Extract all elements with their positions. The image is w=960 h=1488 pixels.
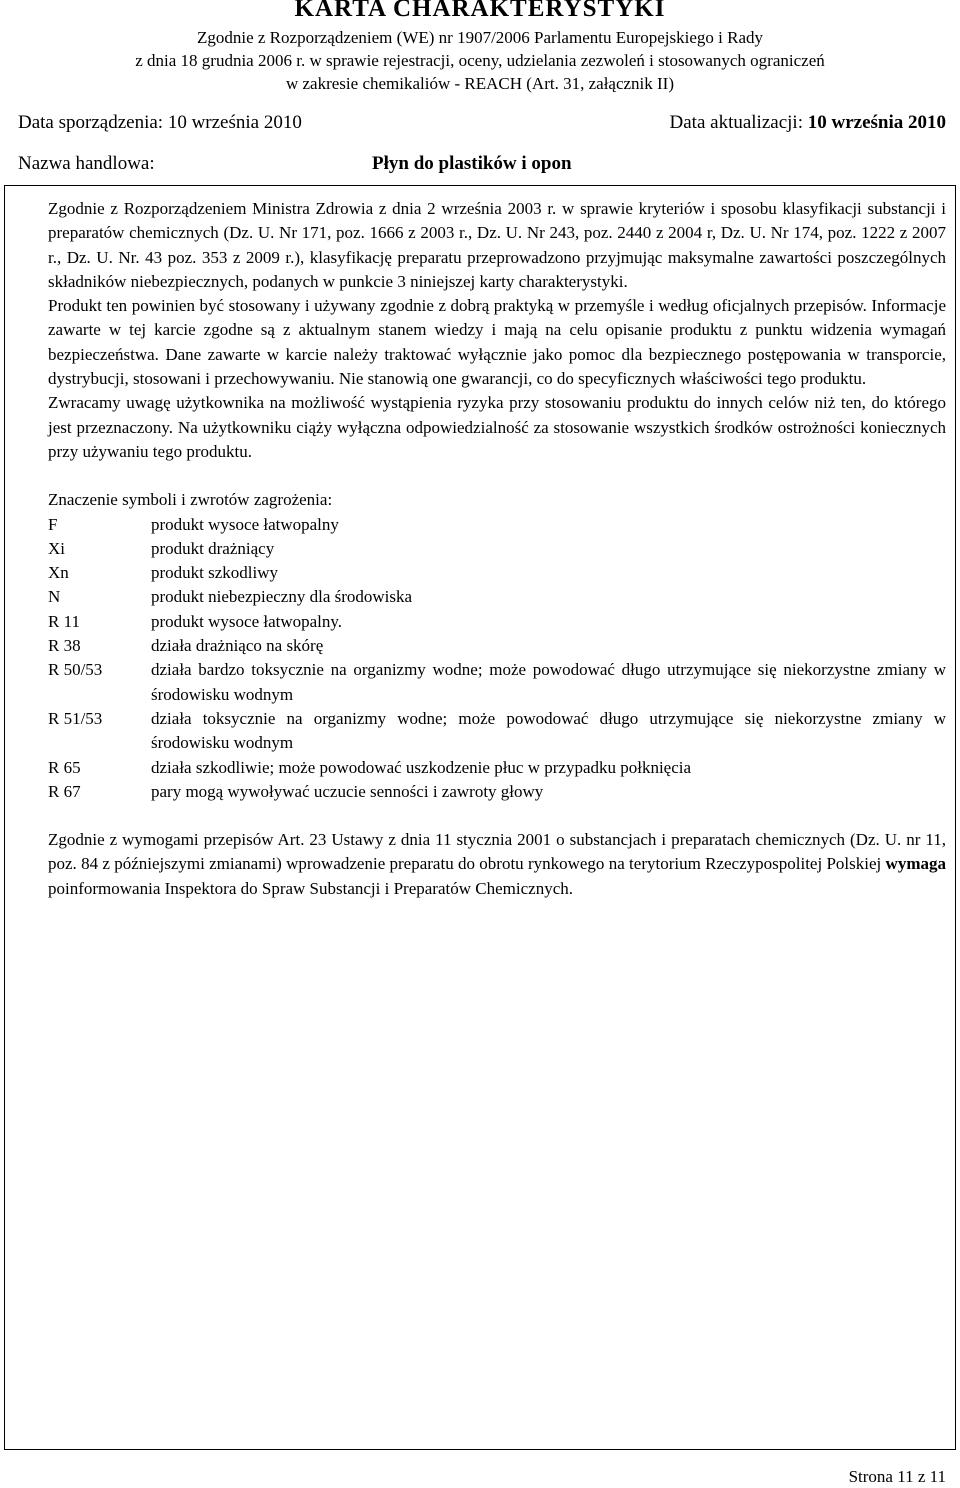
update-date-value: 10 września 2010: [807, 112, 946, 133]
classification-paragraph: Zgodnie z Rozporządzeniem Ministra Zdrowia z dnia 2 września 2003 r. w sprawie kryteriów i sposobu klasyfikacji substancji i preparatów chemicznych (Dz. U. Nr 171, poz. 1666 z 2003 r., Dz. U. Nr 243, poz. 2440 z 2004 r, Dz. U. Nr 174, poz. 1222 z 2007 r., Dz. U. Nr. 43 poz. 353 z 2009 r.), klasyfikację preparatu przeprowadzono przyjmując maksymalne zawartości poszczególnych składników niebezpiecznych, podanych w punkcie 3 niniejszej karty charakterystyki.: [48, 199, 946, 291]
symbol-row: [48, 707, 946, 756]
page-number: Strona 11 z 11: [848, 1467, 946, 1486]
symbol-description: produkt wysoce łatwopalny: [151, 514, 339, 534]
symbol-description: działa toksycznie na organizmy wodne; może powodować długo utrzymujące się niekorzystne zmiany w środowisku wodnym: [151, 708, 946, 753]
symbol-row: [48, 756, 946, 780]
symbol-description: pary mogą wywoływać uczucie senności i zawroty głowy: [151, 781, 544, 801]
symbol-code: R 51/53: [48, 708, 103, 728]
symbol-row: [48, 780, 946, 804]
symbol-description: działa szkodliwie; może powodować uszkodzenie płuc w przypadku połknięcia: [151, 757, 692, 777]
hazard-symbols-table: [48, 513, 946, 805]
symbol-row: [48, 658, 946, 707]
preparation-date: [18, 111, 302, 135]
symbol-code: R 38: [48, 636, 81, 656]
legal-text-start: Zgodnie z wymogami przepisów Art. 23 Ustawy z dnia 11 stycznia 2001 o substancjach i preparatach chemicznych (Dz. U. nr 11, poz. 84 z późniejszymi zmianami) wprowadzenie preparatu do obrotu rynkowego na terytorium Rzeczypospolitej Polskiej: [48, 830, 946, 874]
symbol-row: [48, 634, 946, 658]
spacer: [48, 804, 946, 828]
symbol-code: Xn: [48, 563, 69, 583]
trade-name-label: Nazwa handlowa:: [18, 153, 155, 174]
warning-paragraph: Zwracamy uwagę użytkownika na możliwość wystąpienia ryzyka przy stosowaniu produktu do innych celów niż ten, do którego jest przeznaczony. Na użytkowniku ciąży wyłączna odpowiedzialność za stosowanie wszystkich środków ostrożności koniecznych przy używaniu tego produktu.: [48, 393, 946, 461]
symbol-code: R 65: [48, 757, 81, 777]
symbol-row: [48, 513, 946, 537]
header-regulation-date-line: z dnia 18 grudnia 2006 r. w sprawie rejestracji, oceny, udzielania zezwoleń i stosowanych ograniczeń: [135, 51, 825, 70]
preparation-date-label: Data sporządzenia:: [18, 112, 164, 133]
legal-text-emphasis: wymaga: [885, 854, 946, 874]
symbol-description: produkt wysoce łatwopalny.: [151, 611, 343, 631]
header-regulation-line: Zgodnie z Rozporządzeniem (WE) nr 1907/2006 Parlamentu Europejskiego i Rady: [196, 28, 764, 47]
spacer: [48, 464, 946, 488]
legal-text-end: poinformowania Inspektora do Spraw Substancji i Preparatów Chemicznych.: [48, 878, 573, 898]
usage-paragraph: Produkt ten powinien być stosowany i używany zgodnie z dobrą praktyką w przemyśle i według oficjalnych przepisów. Informacje zawarte w tej karcie zgodne są z aktualnym stanem wiedzy i mają na celu opisanie produktu z punktu widzenia wymagań bezpieczeństwa. Dane zawarte w karcie należy traktować wyłącznie jako pomoc dla bezpiecznego postępowania w transporcie, dystrybucji, stosowani i przechowywaniu. Nie stanowią one gwarancji, co do specyficznych właściwości tego produktu.: [48, 296, 946, 389]
symbol-row: [48, 610, 946, 634]
symbol-description: produkt szkodliwy: [151, 563, 279, 583]
symbol-row: [48, 561, 946, 585]
update-date-label: Data aktualizacji:: [669, 112, 803, 133]
symbol-code: R 50/53: [48, 660, 103, 680]
header-reach-line: w zakresie chemikaliów - REACH (Art. 31, załącznik II): [285, 74, 675, 93]
document-title: KARTA CHARAKTERYSTYKI: [294, 0, 666, 22]
symbol-description: produkt niebezpieczny dla środowiska: [151, 587, 413, 607]
trade-name-value: Płyn do plastików i opon: [372, 153, 572, 174]
symbol-row: [48, 585, 946, 609]
symbol-description: działa bardzo toksycznie na organizmy wodne; może powodować długo utrzymujące się niekorzystne zmiany w środowisku wodnym: [151, 660, 946, 704]
update-date: [670, 111, 946, 135]
legal-requirement-paragraph: [48, 828, 946, 901]
symbol-row: [48, 537, 946, 561]
document-body: [48, 197, 946, 901]
symbols-heading: Znaczenie symboli i zwrotów zagrożenia:: [48, 490, 333, 510]
symbol-code: R 67: [48, 781, 81, 801]
symbol-description: działa drażniąco na skórę: [151, 636, 324, 656]
symbol-code: R 11: [48, 611, 80, 631]
symbol-code: F: [48, 514, 58, 534]
symbol-code: N: [48, 587, 61, 607]
symbol-description: produkt drażniący: [151, 538, 275, 558]
symbol-code: Xi: [48, 538, 65, 558]
preparation-date-value: 10 września 2010: [167, 112, 302, 133]
